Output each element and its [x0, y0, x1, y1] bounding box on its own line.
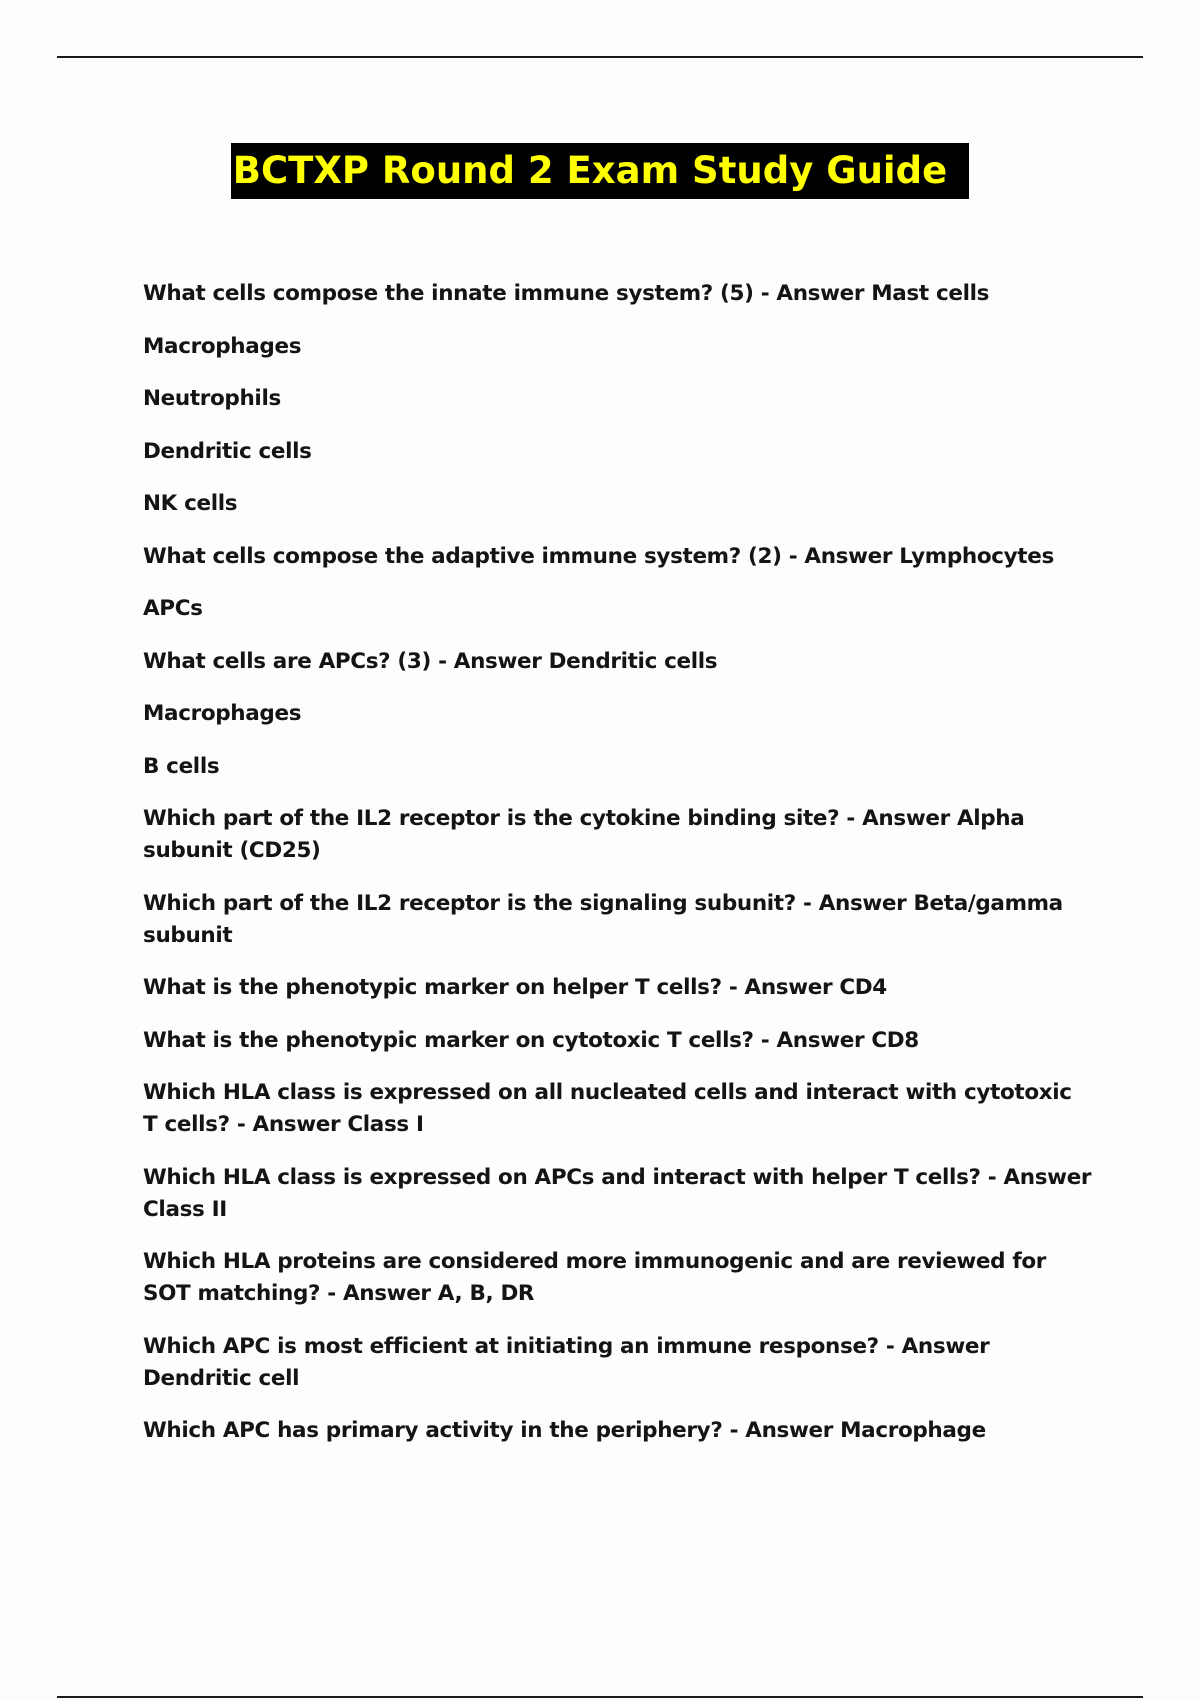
answer-line: NK cells: [143, 491, 238, 516]
answer-line: Macrophages: [143, 701, 302, 726]
qa-line: What is the phenotypic marker on helper T cells? - Answer CD4: [143, 975, 887, 1000]
study-guide-content: [143, 278, 1093, 1468]
top-divider: [57, 56, 1143, 58]
title-container: [0, 143, 1200, 199]
qa-line: What cells are APCs? (3) - Answer Dendritic cells: [143, 648, 718, 674]
bottom-divider: [57, 1696, 1143, 1698]
qa-line: Which HLA class is expressed on all nucleated cells and interact with cytotoxic T cells? - Answer Class I: [143, 1080, 1072, 1137]
qa-line: Which APC has primary activity in the periphery? - Answer Macrophage: [143, 1418, 986, 1443]
answer-line: Macrophages: [143, 333, 302, 359]
qa-line: Which HLA proteins are considered more immunogenic and are reviewed for SOT matching? - Answer A, B, DR: [143, 1249, 1047, 1306]
answer-line: B cells: [143, 753, 220, 779]
qa-line: Which APC is most efficient at initiating an immune response? - Answer Dendritic cell: [143, 1333, 990, 1391]
answer-line: APCs: [143, 596, 203, 621]
qa-line: Which part of the IL2 receptor is the cytokine binding site? - Answer Alpha subunit (CD25): [143, 806, 1025, 863]
answer-line: Dendritic cells: [143, 438, 312, 464]
qa-line: Which HLA class is expressed on APCs and interact with helper T cells? - Answer Class II: [143, 1164, 1092, 1222]
qa-line: Which part of the IL2 receptor is the signaling subunit? - Answer Beta/gamma subunit: [143, 890, 1063, 948]
qa-line: What cells compose the adaptive immune system? (2) - Answer Lymphocytes: [143, 543, 1054, 569]
answer-line: Neutrophils: [143, 386, 281, 411]
qa-line: What cells compose the innate immune system? (5) - Answer Mast cells: [143, 281, 990, 306]
page-title: BCTXP Round 2 Exam Study Guide: [231, 143, 969, 199]
qa-line: What is the phenotypic marker on cytotoxic T cells? - Answer CD8: [143, 1027, 919, 1053]
